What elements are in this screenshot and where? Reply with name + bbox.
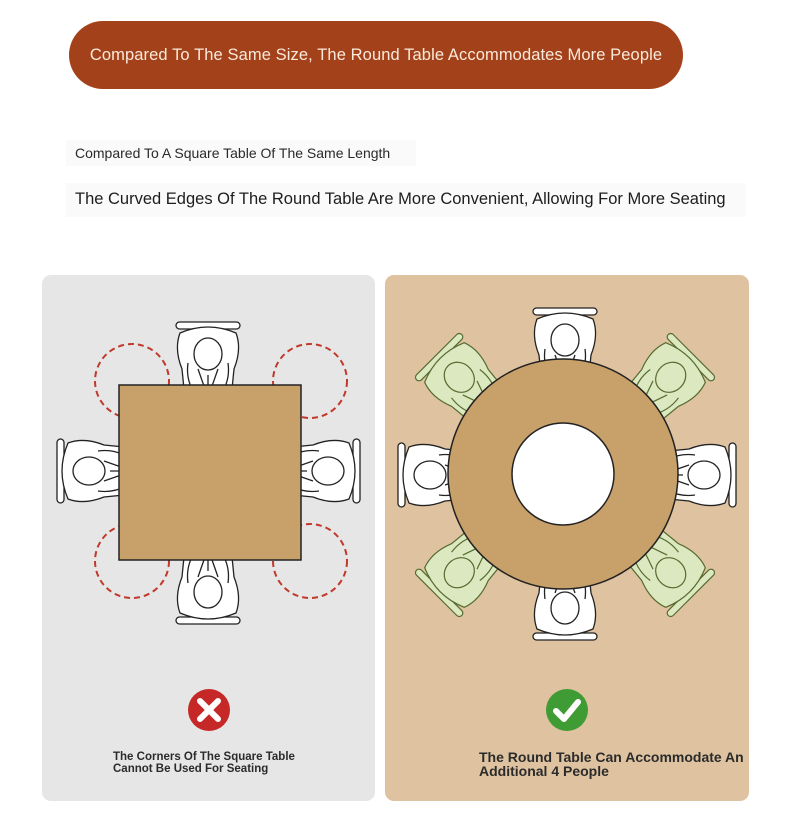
chair-bottom [176, 557, 240, 624]
square-table [119, 385, 301, 560]
banner-title: Compared To The Same Size, The Round Table Accommodates More People [89, 45, 663, 64]
round-chair-right [669, 443, 736, 507]
subtitle-line-1: Compared To A Square Table Of The Same Length [66, 140, 416, 166]
square-caption-line-1: The Corners Of The Square Table [113, 751, 295, 763]
x-mark-icon [187, 688, 231, 732]
check-mark-icon [545, 688, 589, 732]
round-caption-line-2: Additional 4 People [479, 763, 609, 779]
subtitle-line-2: The Curved Edges Of The Round Table Are More Convenient, Allowing For More Seating [66, 183, 746, 217]
header-banner [69, 21, 683, 89]
square-table-panel [42, 275, 375, 801]
square-caption-line-2: Cannot Be Used For Seating [113, 762, 269, 775]
square-table-caption [113, 752, 303, 775]
lazy-susan [512, 423, 614, 525]
round-table-caption [479, 750, 749, 778]
round-table-panel [385, 275, 749, 801]
chair-right [293, 439, 360, 503]
chair-top [176, 322, 240, 389]
round-caption-line-1: The Round Table Can Accommodate An [479, 749, 744, 765]
chair-left [57, 439, 124, 503]
